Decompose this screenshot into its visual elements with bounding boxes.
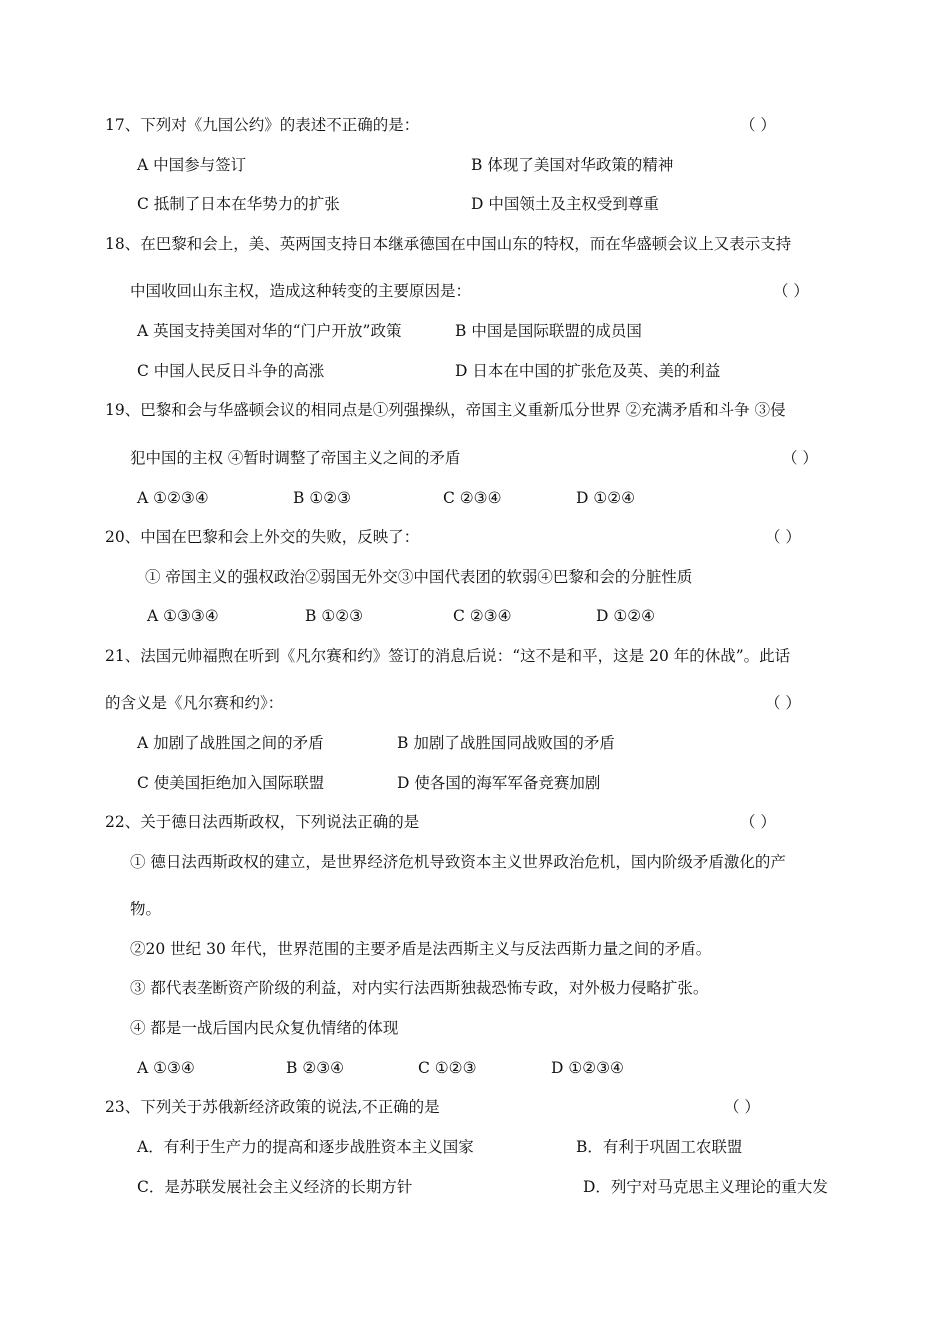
q20-answer-bracket: （ ）	[765, 528, 801, 546]
q18-option-b: B 中国是国际联盟的成员国	[455, 322, 642, 340]
q21-answer-bracket: （ ）	[765, 694, 801, 712]
q23-option-b: B．有利于巩固工农联盟	[576, 1138, 743, 1156]
q21-stem-line1: 21、法国元帅福煦在听到《凡尔赛和约》签订的消息后说：“这不是和平，这是 20 年的休战”。此话	[105, 647, 791, 665]
q23-option-a: A．有利于生产力的提高和逐步战胜资本主义国家	[137, 1138, 474, 1156]
q20-option-a: A ①③③④	[147, 607, 219, 625]
q22-item-1-cont: 物。	[130, 900, 162, 918]
q21-option-b: B 加剧了战胜国同战败国的矛盾	[397, 734, 615, 752]
q20-option-c: C ②③④	[453, 607, 512, 625]
q21-option-c: C 使美国拒绝加入国际联盟	[137, 774, 325, 792]
q17-answer-bracket: （ ）	[740, 116, 776, 134]
q22-answer-bracket: （ ）	[740, 813, 776, 831]
q18-answer-bracket: （ ）	[773, 282, 809, 300]
q22-stem: 22、关于德日法西斯政权，下列说法正确的是	[105, 813, 420, 831]
q22-option-c: C ①②③	[418, 1059, 477, 1077]
q19-option-a: A ①②③④	[137, 489, 209, 507]
q19-stem-line2: 犯中国的主权 ④暂时调整了帝国主义之间的矛盾	[130, 449, 461, 467]
q20-items: ① 帝国主义的强权政治②弱国无外交③中国代表团的软弱④巴黎和会的分脏性质	[145, 568, 693, 586]
q19-option-b: B ①②③	[293, 489, 352, 507]
q19-stem-line1: 19、巴黎和会与华盛顿会议的相同点是①列强操纵，帝国主义重新瓜分世界 ②充满矛盾和斗争 ③侵	[105, 401, 786, 419]
q19-answer-bracket: （ ）	[782, 449, 818, 467]
q18-option-c: C 中国人民反日斗争的高涨	[137, 362, 325, 380]
q22-item-4: ④ 都是一战后国内民众复仇情绪的体现	[130, 1019, 399, 1037]
q22-item-3: ③ 都代表垄断资产阶级的利益，对内实行法西斯独裁恐怖专政，对外极力侵略扩张。	[130, 979, 709, 997]
q21-option-a: A 加剧了战胜国之间的矛盾	[137, 734, 324, 752]
q21-option-d: D 使各国的海军军备竞赛加剧	[397, 774, 601, 792]
q23-stem: 23、下列关于苏俄新经济政策的说法,不正确的是	[105, 1098, 440, 1116]
q22-item-2: ②20 世纪 30 年代，世界范围的主要矛盾是法西斯主义与反法西斯力量之间的矛盾。	[130, 940, 712, 958]
q22-option-d: D ①②③④	[551, 1059, 624, 1077]
q22-option-a: A ①③④	[137, 1059, 195, 1077]
q19-option-c: C ②③④	[443, 489, 502, 507]
q20-option-d: D ①②④	[596, 607, 656, 625]
q18-option-a: A 英国支持美国对华的“门户开放”政策	[137, 322, 402, 340]
q17-option-d: D 中国领土及主权受到尊重	[471, 195, 659, 213]
q18-option-d: D 日本在中国的扩张危及英、美的利益	[455, 362, 721, 380]
q22-option-b: B ②③④	[286, 1059, 345, 1077]
q21-stem-line2: 的含义是《凡尔赛和约》：	[105, 694, 284, 712]
q20-option-b: B ①②③	[305, 607, 364, 625]
q18-stem-line1: 18、在巴黎和会上，美、英两国支持日本继承德国在中国山东的特权，而在华盛顿会议上又表示支持	[105, 235, 792, 253]
q20-stem: 20、中国在巴黎和会上外交的失败，反映了：	[105, 528, 420, 546]
q23-answer-bracket: （ ）	[724, 1098, 760, 1116]
q17-option-a: A 中国参与签订	[137, 156, 247, 174]
q22-item-1: ① 德日法西斯政权的建立，是世界经济危机导致资本主义世界政治危机，国内阶级矛盾激化的产	[130, 853, 786, 871]
q23-option-c: C．是苏联发展社会主义经济的长期方针	[137, 1178, 413, 1196]
q19-option-d: D ①②④	[576, 489, 636, 507]
q17-option-c: C 抵制了日本在华势力的扩张	[137, 195, 340, 213]
q17-option-b: B 体现了美国对华政策的精神	[471, 156, 674, 174]
q23-option-d: D．列宁对马克思主义理论的重大发	[583, 1178, 828, 1196]
q17-stem: 17、下列对《九国公约》的表述不正确的是：	[105, 116, 420, 134]
q18-stem-line2: 中国收回山东主权，造成这种转变的主要原因是：	[130, 282, 472, 300]
